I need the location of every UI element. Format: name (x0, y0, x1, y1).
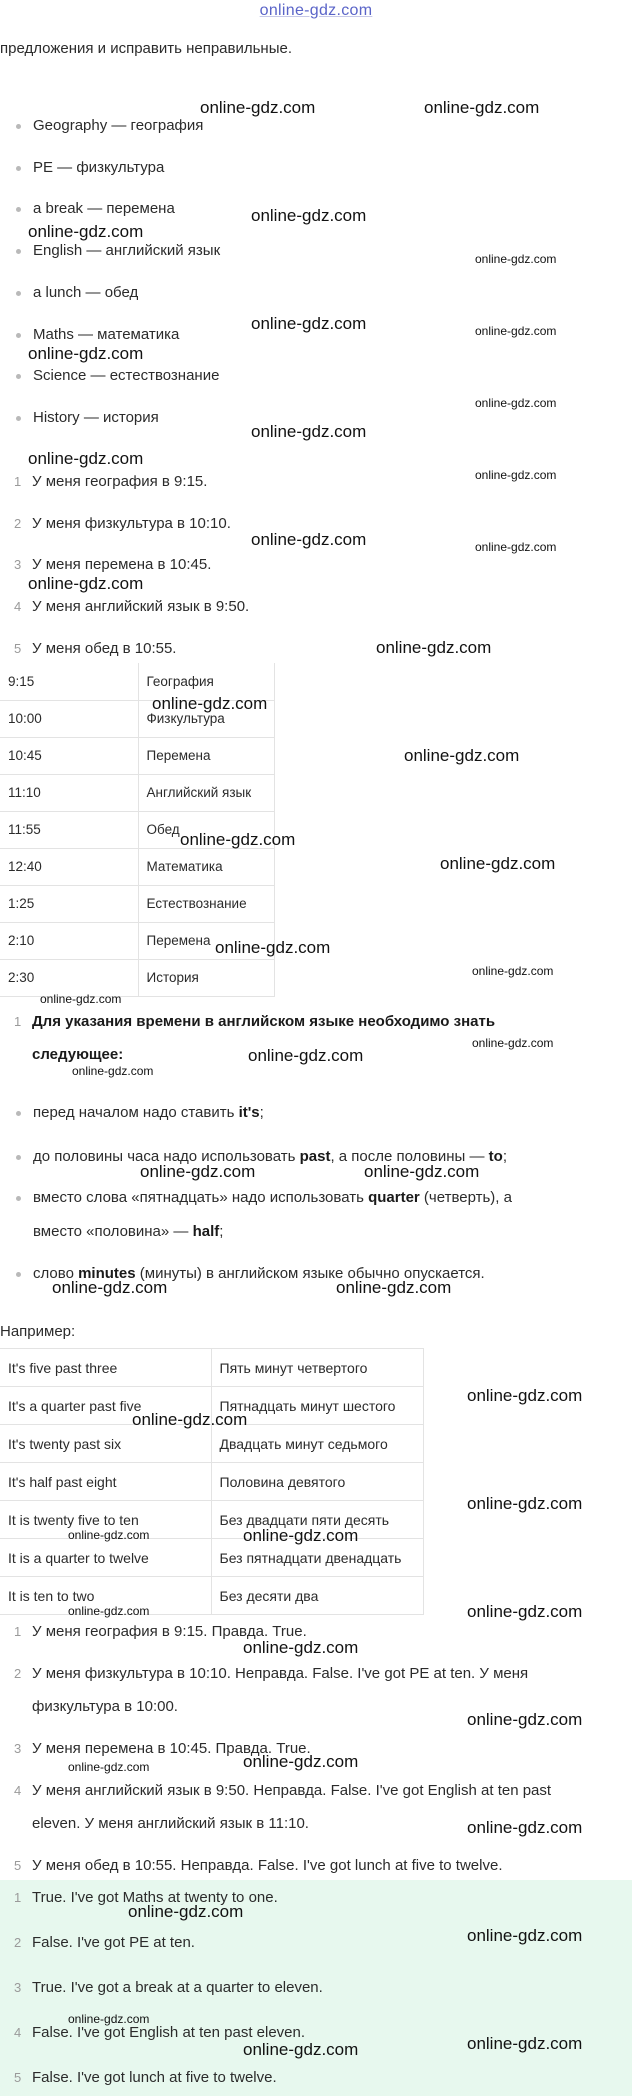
watermark: online-gdz.com (424, 98, 540, 117)
watermark: online-gdz.com (475, 396, 557, 410)
watermark: online-gdz.com (68, 1760, 150, 1774)
bullet-icon (16, 1111, 21, 1116)
watermark: online-gdz.com (248, 1046, 364, 1065)
table-row: It's half past eight Половина девятого (0, 1463, 423, 1501)
table-row: It's twenty past six Двадцать минут седьмого (0, 1425, 423, 1463)
watermark: online-gdz.com (243, 2040, 359, 2059)
site-logo[interactable]: online-gdz.com (259, 2, 373, 19)
watermark: online-gdz.com (128, 1902, 244, 1921)
watermark: online-gdz.com (467, 1494, 583, 1513)
watermark: online-gdz.com (475, 252, 557, 266)
watermark: online-gdz.com (68, 2012, 150, 2026)
bullet-icon (16, 1196, 21, 1201)
bullet-icon (16, 291, 21, 296)
table-row: 12:40 Математика (0, 848, 274, 885)
watermark: online-gdz.com (243, 1638, 359, 1657)
bullet-icon (16, 1272, 21, 1277)
watermark: online-gdz.com (251, 314, 367, 333)
bullet-icon (16, 333, 21, 338)
table-row: 2:30 История (0, 959, 274, 996)
bullet-icon (16, 249, 21, 254)
table-row: 9:15 География (0, 663, 274, 700)
watermark: online-gdz.com (152, 694, 268, 713)
table-row: 11:10 Английский язык (0, 774, 274, 811)
table-row: 1:25 Естествознание (0, 885, 274, 922)
watermark: online-gdz.com (336, 1278, 452, 1297)
watermark: online-gdz.com (140, 1162, 256, 1181)
intro-text: предложения и исправить неправильные. (0, 40, 293, 57)
watermark: online-gdz.com (475, 324, 557, 338)
bullet-icon (16, 374, 21, 379)
watermark: online-gdz.com (467, 1818, 583, 1837)
watermark: online-gdz.com (28, 344, 144, 363)
watermark: online-gdz.com (467, 2034, 583, 2053)
watermark: online-gdz.com (440, 854, 556, 873)
watermark: online-gdz.com (364, 1162, 480, 1181)
watermark: online-gdz.com (28, 222, 144, 241)
watermark: online-gdz.com (404, 746, 520, 765)
table-row: It's five past three Пять минут четвертого (0, 1349, 423, 1387)
watermark: online-gdz.com (243, 1526, 359, 1545)
table-row: 2:10 Перемена (0, 922, 274, 959)
watermark: online-gdz.com (40, 992, 122, 1006)
table-row: It is a quarter to twelve Без пятнадцати двенадцать (0, 1539, 423, 1577)
bullet-icon (16, 166, 21, 171)
bullet-icon (16, 124, 21, 129)
examples-table (0, 1348, 424, 1615)
watermark: online-gdz.com (251, 206, 367, 225)
watermark: online-gdz.com (243, 1752, 359, 1771)
watermark: online-gdz.com (72, 1064, 154, 1078)
watermark: online-gdz.com (475, 540, 557, 554)
table-row: 10:45 Перемена (0, 737, 274, 774)
bullet-icon (16, 416, 21, 421)
watermark: online-gdz.com (251, 422, 367, 441)
table-row: It is twenty five to ten Без двадцати пяти десять (0, 1501, 423, 1539)
watermark: online-gdz.com (467, 1602, 583, 1621)
table-row: 10:00 Физкультура (0, 700, 274, 737)
watermark: online-gdz.com (251, 530, 367, 549)
watermark: online-gdz.com (472, 1036, 554, 1050)
watermark: online-gdz.com (180, 830, 296, 849)
watermark: online-gdz.com (28, 574, 144, 593)
watermark: online-gdz.com (132, 1410, 248, 1429)
example-label: Например: (0, 1323, 76, 1340)
table-row: It's a quarter past five Пятнадцать минут шестого (0, 1387, 423, 1425)
watermark: online-gdz.com (467, 1926, 583, 1945)
table-row: 11:55 Обед (0, 811, 274, 848)
watermark: online-gdz.com (200, 98, 316, 117)
watermark: online-gdz.com (215, 938, 331, 957)
watermark: online-gdz.com (467, 1710, 583, 1729)
watermark: online-gdz.com (472, 964, 554, 978)
table-row: It is ten to two Без десяти два (0, 1577, 423, 1615)
watermark: online-gdz.com (376, 638, 492, 657)
bullet-icon (16, 207, 21, 212)
watermark: online-gdz.com (52, 1278, 168, 1297)
watermark: online-gdz.com (475, 468, 557, 482)
watermark: online-gdz.com (68, 1528, 150, 1542)
bullet-icon (16, 1155, 21, 1160)
watermark: online-gdz.com (68, 1604, 150, 1618)
watermark: online-gdz.com (467, 1386, 583, 1405)
watermark: online-gdz.com (28, 449, 144, 468)
